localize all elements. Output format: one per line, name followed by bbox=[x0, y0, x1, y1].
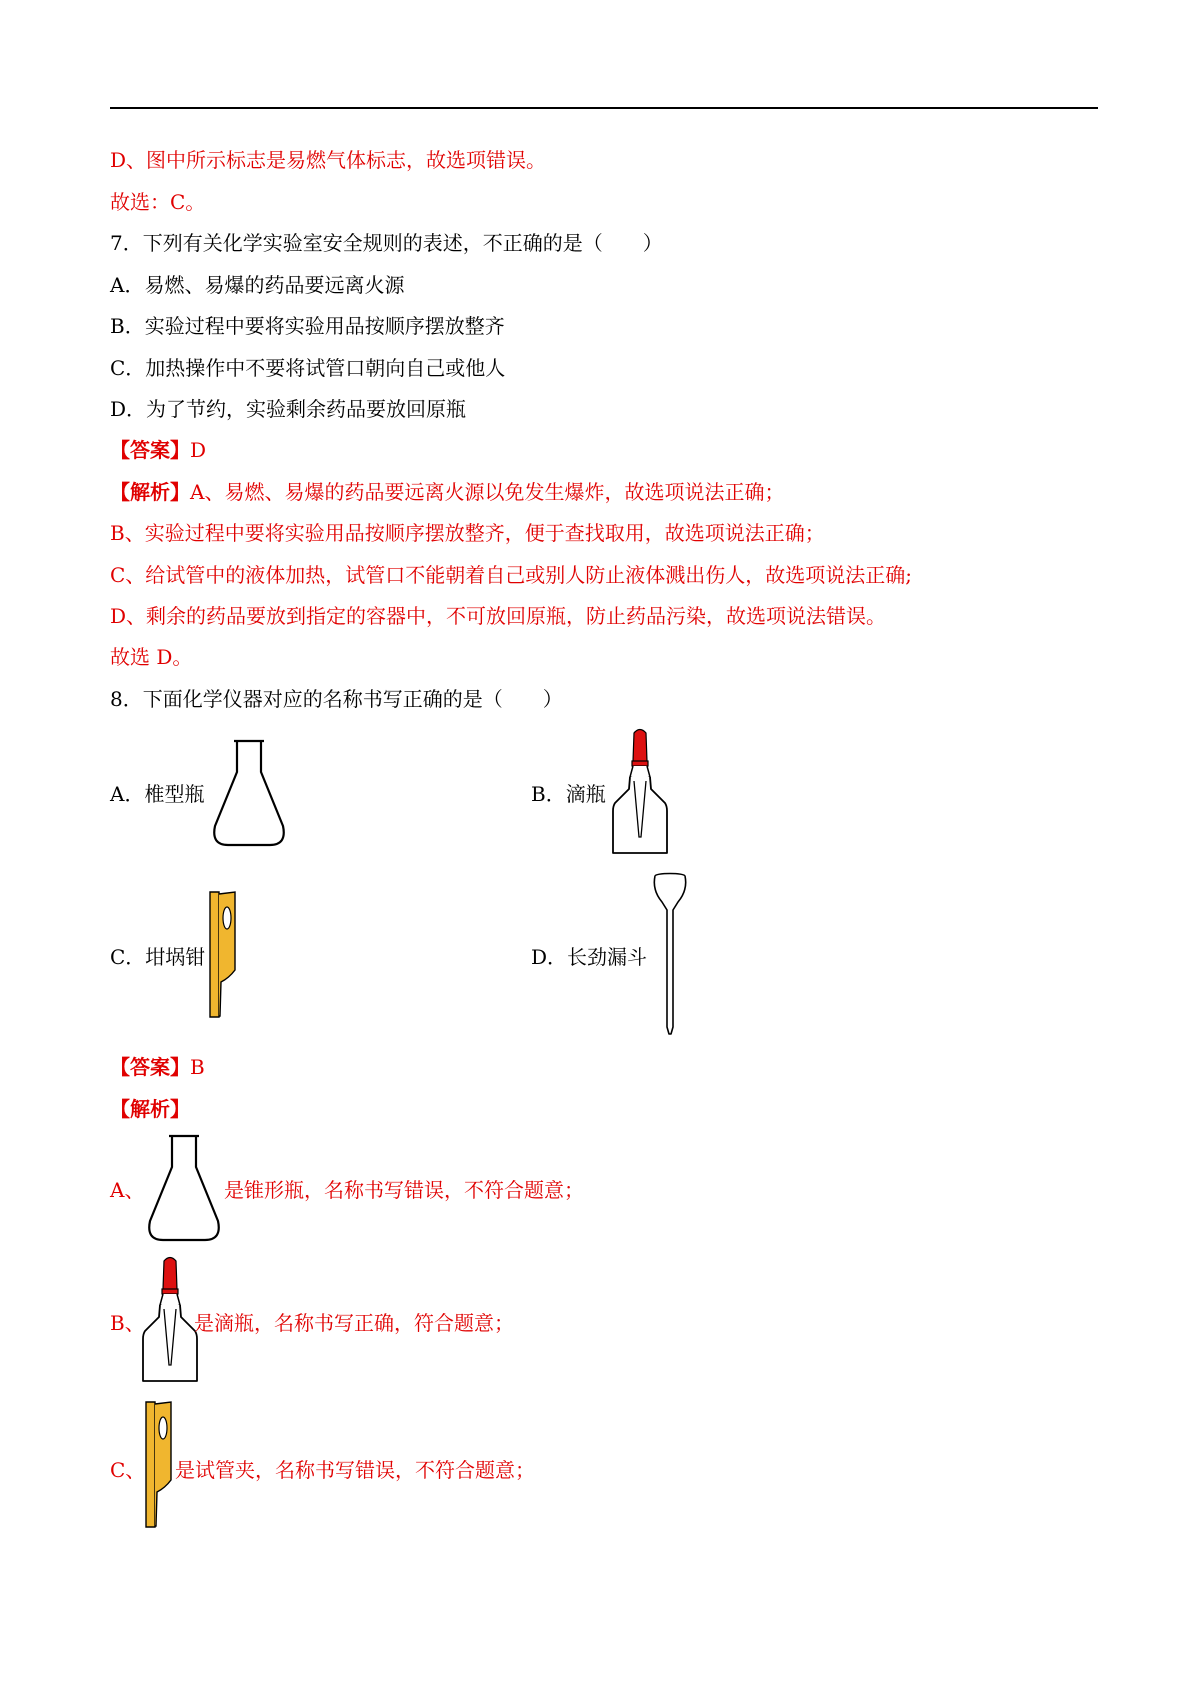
q8-option-a-label: A．椎型瓶 bbox=[110, 782, 205, 806]
q8-answer-value: B bbox=[190, 1055, 205, 1079]
q7-answer-value: D bbox=[190, 438, 207, 462]
q7-analysis-b: B、实验过程中要将实验用品按顺序摆放整齐，便于查找取用，故选项说法正确； bbox=[110, 521, 825, 545]
header-rule bbox=[110, 107, 1098, 109]
q7-analysis-d: D、剩余的药品要放到指定的容器中，不可放回原瓶，防止药品污染，故选项说法错误。 bbox=[110, 604, 887, 628]
q8-analysis-b-label: B、 bbox=[110, 1311, 145, 1335]
q8-analysis-c-text: 是试管夹，名称书写错误，不符合题意； bbox=[175, 1458, 535, 1482]
dropper-bottle-icon bbox=[140, 1255, 200, 1385]
q7-option-c: C．加热操作中不要将试管口朝向自己或他人 bbox=[110, 356, 506, 380]
q7-analysis-a bbox=[110, 479, 784, 505]
q7-analysis-c: C、给试管中的液体加热，试管口不能朝着自己或别人防止液体溅出伤人，故选项说法正确; bbox=[110, 563, 913, 587]
q8-analysis-tag: 【解析】 bbox=[110, 1097, 190, 1121]
q7-stem: 7．下列有关化学实验室安全规则的表述，不正确的是（ ） bbox=[110, 231, 663, 255]
q7-analysis-a-text: A、易燃、易爆的药品要远离火源以免发生爆炸，故选项说法正确； bbox=[190, 480, 785, 504]
q7-answer-tag: 【答案】 bbox=[110, 438, 190, 462]
q8-option-c-label: C．坩埚钳 bbox=[110, 945, 206, 969]
dropper-bottle-icon bbox=[610, 727, 670, 857]
erlenmeyer-flask-icon bbox=[145, 1133, 225, 1243]
q7-option-b: B．实验过程中要将实验用品按顺序摆放整齐 bbox=[110, 314, 505, 338]
q7-analysis-tag: 【解析】 bbox=[110, 480, 190, 504]
q8-answer-tag: 【答案】 bbox=[110, 1055, 190, 1079]
q8-analysis-a-label: A、 bbox=[110, 1178, 145, 1202]
prev-option-d-explanation: D、图中所示标志是易燃气体标志，故选项错误。 bbox=[110, 148, 547, 172]
erlenmeyer-flask-icon bbox=[210, 738, 290, 848]
q8-option-d-label: D．长劲漏斗 bbox=[531, 945, 648, 969]
q8-stem: 8．下面化学仪器对应的名称书写正确的是（ ） bbox=[110, 687, 563, 711]
test-tube-clamp-icon bbox=[143, 1400, 175, 1530]
q8-analysis-b-text: 是滴瓶，名称书写正确，符合题意； bbox=[194, 1311, 514, 1335]
q7-conclusion: 故选 D。 bbox=[110, 645, 193, 669]
q7-option-a: A．易燃、易爆的药品要远离火源 bbox=[110, 273, 405, 297]
q7-answer bbox=[110, 437, 206, 463]
test-tube-clamp-icon bbox=[207, 890, 239, 1020]
q8-analysis-a-text: 是锥形瓶，名称书写错误，不符合题意； bbox=[224, 1178, 584, 1202]
q8-option-b-label: B．滴瓶 bbox=[531, 782, 606, 806]
q8-analysis-c-label: C、 bbox=[110, 1458, 146, 1482]
prev-answer: 故选：C。 bbox=[110, 190, 206, 214]
q8-answer bbox=[110, 1054, 205, 1080]
long-neck-funnel-icon bbox=[650, 872, 692, 1037]
q7-option-d: D．为了节约，实验剩余药品要放回原瓶 bbox=[110, 397, 467, 421]
